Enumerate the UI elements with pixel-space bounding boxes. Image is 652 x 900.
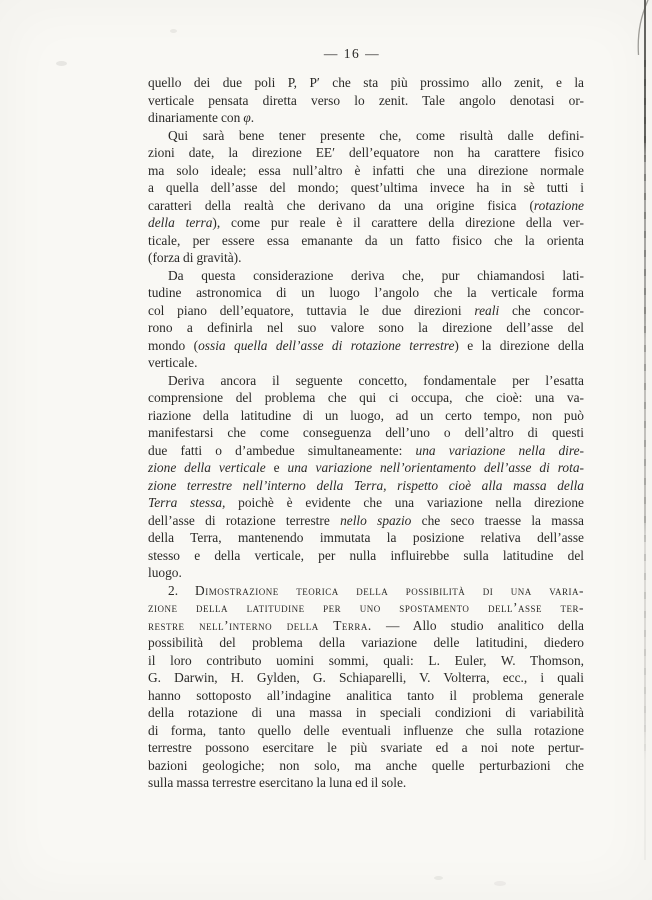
text-segment: Terra stessa,	[148, 495, 226, 510]
text-line	[148, 179, 584, 197]
text-line	[148, 74, 584, 92]
text-segment: verticale.	[148, 355, 198, 370]
text-line	[148, 197, 584, 215]
text-segment: di forma, tanto quello delle eventuali influenze che sulla rotazione	[148, 722, 584, 738]
text-line	[148, 652, 584, 670]
text-segment: tudine astronomica di un luogo l’angolo che la verticale forma	[148, 285, 584, 300]
text-line	[148, 372, 584, 390]
text-segment: poichè è evidente che una variazione nella direzione	[225, 495, 585, 510]
text-line	[148, 459, 584, 477]
text-line	[148, 564, 584, 582]
text-segment: stesso e della verticale, per nulla influirebbe sulla latitudine del	[148, 547, 584, 563]
text-segment: zione terrestre nell’interno della Terra, rispetto cioè alla massa della	[148, 477, 584, 493]
text-segment: nello spazio	[340, 512, 412, 528]
text-segment: ossia quella dell’asse di rotazione terrestre	[198, 337, 455, 353]
text-line	[148, 424, 584, 442]
page-edge-dashes-artifact	[644, 60, 646, 760]
paragraph	[148, 372, 584, 582]
text-segment: restre nell’interno della Terra.	[148, 617, 372, 633]
text-line	[148, 739, 584, 757]
text-line	[148, 512, 584, 530]
text-line	[148, 162, 584, 180]
text-segment: Dimostrazione teorica della possibilità di una varia-	[195, 582, 584, 598]
text-line	[148, 389, 584, 407]
text-line	[148, 319, 584, 337]
text-segment: una variazione nella dire-	[415, 442, 585, 458]
text-segment: ticale, per essere essa emanante da un fatto fisico che la orienta	[148, 232, 584, 248]
text-segment: mondo (	[148, 337, 199, 353]
text-segment: φ	[243, 110, 251, 125]
paragraph	[148, 582, 584, 792]
text-segment: rotazione	[533, 197, 584, 213]
text-segment: 2.	[168, 582, 196, 598]
text-line	[148, 634, 584, 652]
text-segment: che seco traesse la massa	[411, 512, 584, 528]
paragraph	[148, 267, 584, 372]
text-segment: che concor-	[499, 302, 584, 318]
text-line	[148, 407, 584, 425]
text-block	[148, 74, 584, 792]
text-line	[148, 214, 584, 232]
text-segment: (forza di gravità).	[148, 250, 242, 265]
text-line	[148, 267, 584, 285]
paragraph	[148, 127, 584, 267]
text-segment: — Allo studio analitico della	[371, 617, 585, 633]
text-segment: Qui sarà bene tener presente che, come risultà dalle defini-	[168, 127, 584, 143]
text-line	[148, 302, 584, 320]
text-segment: a quella dell’asse del mondo; quest’ultima invece ha in sè tutti i	[148, 180, 584, 195]
text-line	[148, 494, 584, 512]
text-line	[148, 144, 584, 162]
text-line	[148, 442, 584, 460]
text-segment: dinariamente con	[148, 110, 244, 125]
text-segment: della rotazione di una massa in speciali condizioni di variabilità	[148, 705, 584, 720]
text-segment: zioni date, la direzione EE′ dell’equatore non ha carattere fisico	[148, 145, 584, 160]
text-segment: dell’asse di rotazione terrestre	[148, 512, 341, 528]
text-segment: ) e la direzione della	[454, 337, 584, 353]
text-segment: zione della verticale	[148, 460, 266, 475]
text-line	[148, 232, 584, 250]
text-line	[148, 354, 584, 372]
text-segment: ), come pur reale è il carattere della direzione della ver-	[212, 215, 584, 230]
text-segment: ma solo ideale; essa null’altro è infatti che una direzione normale	[148, 162, 584, 178]
text-segment: terrestre possono esercitare le più svariate ed a noi note pertur-	[148, 740, 584, 755]
text-segment: e	[265, 460, 288, 475]
text-segment: della Terra, mantenendo immutata la posizione relativa dell’asse	[148, 530, 584, 545]
text-segment: una variazione nell’orientamento dell’asse di rota-	[287, 460, 584, 475]
text-line	[148, 337, 584, 355]
page-corner-curve-artifact	[632, 0, 652, 55]
text-segment: il loro contributo uomini sommi, quali: L. Euler, W. Thomson,	[148, 652, 584, 668]
text-line	[148, 687, 584, 705]
text-line	[148, 757, 584, 775]
text-line	[148, 284, 584, 302]
text-line	[148, 617, 584, 635]
paragraph	[148, 74, 584, 127]
text-segment: Da questa considerazione deriva che, pur chiamandosi lati-	[168, 267, 584, 283]
text-segment: reali	[474, 302, 500, 318]
text-line	[148, 127, 584, 145]
text-line	[148, 599, 584, 617]
text-segment: bazioni geologiche; non solo, ma anche quelle perturbazioni che	[148, 757, 584, 773]
text-line	[148, 477, 584, 495]
text-line	[148, 547, 584, 565]
text-segment: riazione della latitudine di un luogo, ad un certo tempo, non può	[148, 407, 584, 423]
text-segment: col piano dell’equatore, tuttavia le due direzioni	[148, 302, 475, 318]
text-segment: Deriva ancora il seguente concetto, fondamentale per l’esatta	[168, 372, 584, 388]
scan-speck-artifact	[170, 29, 177, 33]
text-line	[148, 529, 584, 547]
text-segment: hanno sottoposto all’indagine analitica tanto il problema generale	[148, 687, 584, 703]
text-line	[148, 722, 584, 740]
text-segment: rono a definirla nel suo valore sono la direzione dell’asse del	[148, 320, 584, 335]
text-line	[148, 92, 584, 110]
scan-speck-artifact	[434, 876, 443, 880]
text-segment: sulla massa terrestre esercitano la luna ed il sole.	[148, 775, 407, 790]
page-number-header: — 16 —	[323, 46, 381, 61]
text-segment: quello dei due poli P, P′ che sta più prossimo allo zenit, e la	[148, 75, 584, 90]
text-segment: G. Darwin, H. Gylden, G. Schiaparelli, V. Volterra, ecc., i quali	[148, 670, 584, 685]
text-line	[148, 669, 584, 687]
text-segment: manifestarsi che come conseguenza dell’uno o dell’altro di questi	[148, 425, 584, 440]
text-line	[148, 774, 584, 792]
text-line	[148, 249, 584, 267]
text-segment: comprensione del problema che qui ci occupa, che cioè: una va-	[148, 390, 584, 405]
text-segment: due fatti o d’ambedue simultaneamente:	[148, 442, 416, 458]
text-segment: zione della latitudine per uno spostamento dell’asse ter-	[148, 600, 584, 615]
text-line	[148, 582, 584, 600]
text-line	[148, 704, 584, 722]
scan-speck-artifact	[494, 881, 506, 886]
text-line	[148, 109, 584, 127]
text-segment: della terra	[148, 215, 213, 230]
text-segment: caratteri della realtà che derivano da una origine fisica (	[148, 197, 534, 213]
text-segment: luogo.	[148, 565, 182, 580]
text-segment: .	[250, 110, 255, 125]
scan-speck-artifact	[56, 61, 67, 66]
text-segment: possibilità del problema della variazione delle latitudini, diedero	[148, 635, 584, 650]
text-segment: verticale pensata diretta verso lo zenit. Tale angolo denotasi or-	[148, 92, 584, 108]
